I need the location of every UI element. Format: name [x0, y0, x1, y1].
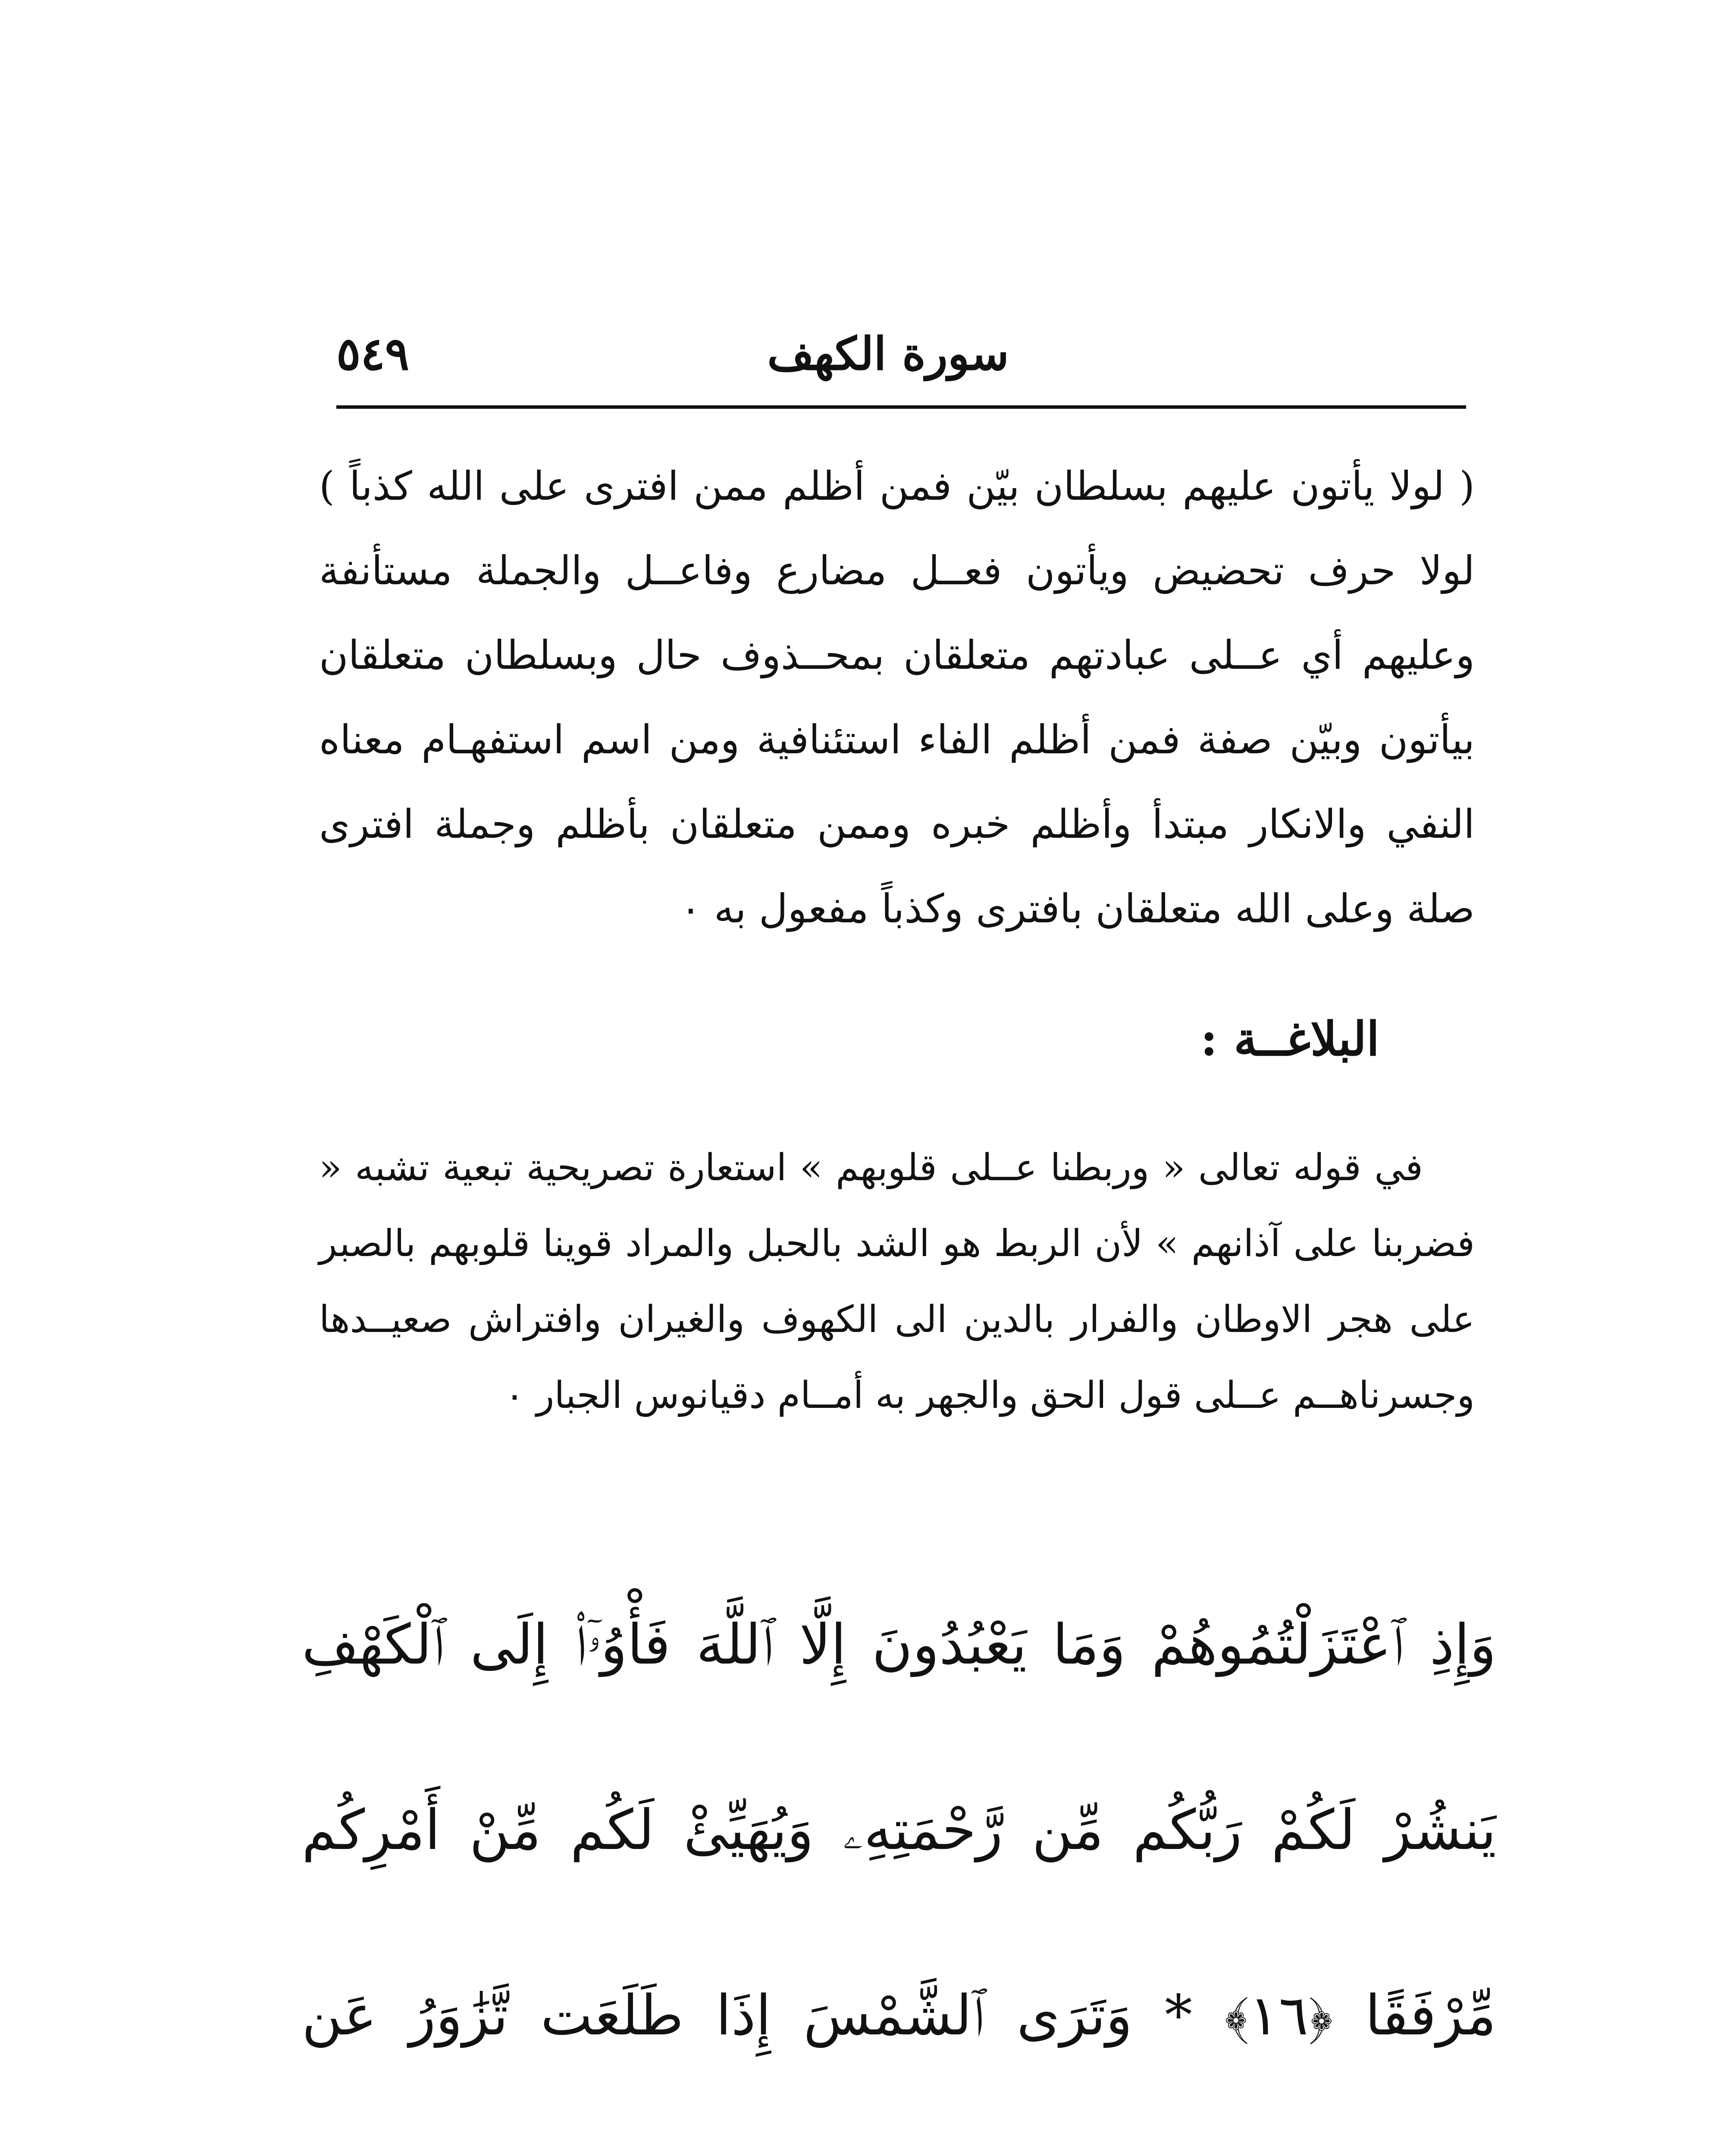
header-divider [336, 405, 1466, 409]
balagha-paragraph [319, 1130, 1475, 1433]
page-number: ٥٤٩ [336, 327, 410, 380]
quran-verse-text: وَإِذِ ٱعْتَزَلْتُمُوهُمْ وَمَا يَعْبُدُونَ إِلَّا ٱللَّهَ فَأْوُۥٓا۟ إِلَى ٱلْكَهْفِ يَنشُرْ لَكُمْ رَبُّكُم مِّن رَّحْمَتِهِۦ وَيُهَيِّئْ لَكُم مِّنْ أَمْرِكُم مِّرْفَقًا ﴿١٦﴾ * وَتَرَى ٱلشَّمْسَ إِذَا طَلَعَت تَّزَٰوَرُ عَن [302, 1613, 1496, 2048]
page-header [336, 315, 1466, 392]
surah-title: سورة الكهف [767, 327, 1009, 380]
balagha-heading: البلاغــة : [1200, 1012, 1379, 1066]
i3rab-text: ( لولا يأتون عليهم بسلطان بيّن فمن أظلم ممن افترى على الله كذباً ) لولا حرف تحضيض ويأتون فعــل مضارع وفاعــل والجملة مستأنفة وعليهم أي عــلى عبادتهم متعلقان بمحــذوف حال وبسلطان متعلقان بيأتون وبيّن صفة فمن أظلم الفاء استئنافية ومن اسم استفهـام معناه النفي والانكار مبتدأ وأظلم خبره وممن متعلقان بأظلم وجملة افترى صلة وعلى الله متعلقان بافترى وكذباً مفعول به ٠ [319, 463, 1475, 932]
balagha-text: في قوله تعالى « وربطنا عــلى قلوبهم » استعارة تصريحية تبعية تشبه « فضربنا على آذانهم » لأن الربط هو الشد بالحبل والمراد قوينا قلوبهم بالصبر على هجر الاوطان والفرار بالدين الى الكهوف والغيران وافتراش صعيــدها وجسرناهــم عــلى قول الحق والجهر به أمــام دقيانوس الجبار ٠ [319, 1146, 1475, 1417]
quran-verse-block [302, 1552, 1496, 2156]
i3rab-paragraph [319, 444, 1475, 951]
